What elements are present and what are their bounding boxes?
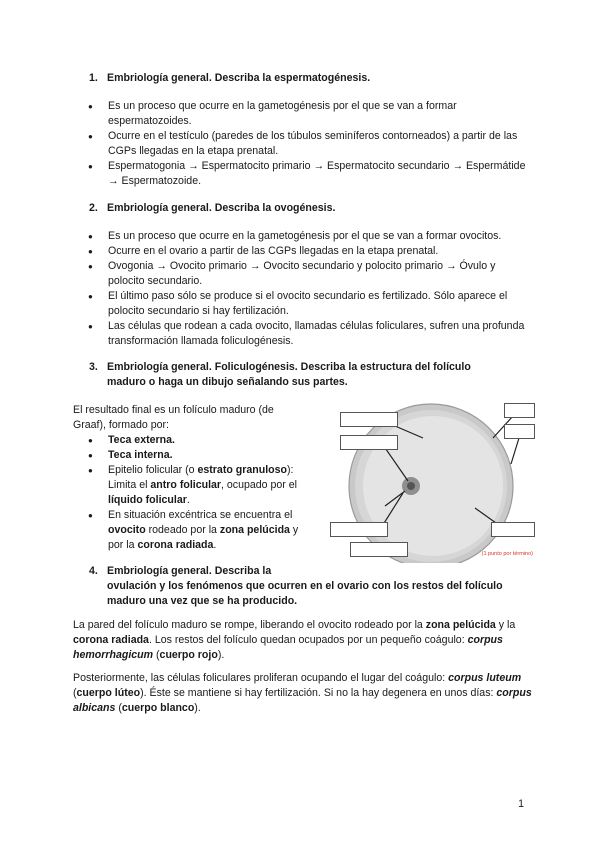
- list-item: ● Ovogonia → Ovocito primario → Ovocito secundario y polocito primario → Óvulo y polocito secundario.: [88, 259, 533, 289]
- q4-title-line2: ovulación y los fenómenos que ocurren en el ovario con los restos del folículo: [107, 580, 503, 592]
- figure-note: (1 punto por término): [481, 551, 533, 557]
- list-item: ● Teca interna.: [88, 448, 313, 463]
- q2-heading: [89, 201, 335, 216]
- q4-title-line1: Embriología general. Describa la: [107, 565, 272, 577]
- list-item: ● Es un proceso que ocurre en la gametogénesis por el que se van a formar espermatozoides.: [88, 99, 533, 129]
- q3-title-line2: maduro o haga un dibujo señalando sus partes.: [107, 376, 348, 388]
- q4-paragraph-1: La pared del folículo maduro se rompe, liberando el ovocito rodeado por la zona pelúcida y la corona radiada. Los restos del folículo quedan ocupados por un pequeño coágulo: corpus hemorrhagicum (cuerpo rojo).: [73, 619, 516, 661]
- q2-number: 2.: [89, 202, 98, 214]
- label-box: [340, 412, 398, 427]
- q1-title: Embriología general. Describa la espermatogénesis.: [107, 72, 371, 84]
- q4-paragraph-2: Posteriormente, las células foliculares proliferan ocupando el lugar del coágulo: corpus luteum (cuerpo lúteo). Éste se mantiene si hay fertilización. Si no la hay degenera en unos días: corpus albicans (cuerpo blanco).: [73, 672, 532, 714]
- list-item: ● Epitelio folicular (o estrato granuloso): Limita el antro folicular, ocupado por el líquido folicular.: [88, 463, 313, 508]
- q1-heading: [89, 71, 370, 86]
- list-item: ● Ocurre en el ovario a partir de las CGPs llegadas en la etapa prenatal.: [88, 244, 533, 259]
- list-item: ● Espermatogonia → Espermatocito primario → Espermatocito secundario → Espermátide → Espermatozoide.: [88, 159, 533, 189]
- list-item: ● Es un proceso que ocurre en la gametogénesis por el que se van a formar ovocitos.: [88, 229, 533, 244]
- q1-number: 1.: [89, 72, 98, 84]
- q2-bullet-list: [88, 229, 533, 349]
- list-item: ● En situación excéntrica se encuentra el ovocito rodeado por la zona pelúcida y por la corona radiada.: [88, 508, 313, 553]
- follicle-diagram: [323, 398, 533, 563]
- q3-number: 3.: [89, 361, 98, 373]
- q4-title-line3: maduro una vez que se ha producido.: [107, 595, 298, 607]
- list-item: ● Ocurre en el testículo (paredes de los túbulos seminíferos contorneados) a partir de las CGPs llegadas en la etapa prenatal.: [88, 129, 533, 159]
- q4-number: 4.: [89, 565, 98, 577]
- q3-title-line1: Embriología general. Foliculogénesis. Describa la estructura del folículo: [107, 361, 471, 373]
- q1-bullet-list: [88, 99, 533, 189]
- q3-heading: [89, 360, 471, 390]
- oocyte-nucleus: [407, 482, 415, 490]
- q3-intro: El resultado final es un folículo maduro (de Graaf), formado por:: [73, 404, 274, 431]
- list-item: ● Las células que rodean a cada ovocito, llamadas células foliculares, sufren una profunda transformación llamada foliculogénesis.: [88, 319, 533, 349]
- q4-heading: [89, 564, 503, 609]
- label-line: [511, 438, 519, 464]
- list-item: ● El último paso sólo se produce si el ovocito secundario es fertilizado. Sólo aparece el polocito secundario si hay fertilización.: [88, 289, 533, 319]
- label-box: [340, 435, 398, 450]
- page-number: 1: [518, 798, 524, 810]
- q3-structure-list: [88, 433, 313, 553]
- label-box: [350, 542, 408, 557]
- list-item: ● Teca externa.: [88, 433, 313, 448]
- q2-title: Embriología general. Describa la ovogénesis.: [107, 202, 336, 214]
- label-box: [504, 403, 535, 418]
- label-box: [491, 522, 535, 537]
- label-box: [504, 424, 535, 439]
- label-box: [330, 522, 388, 537]
